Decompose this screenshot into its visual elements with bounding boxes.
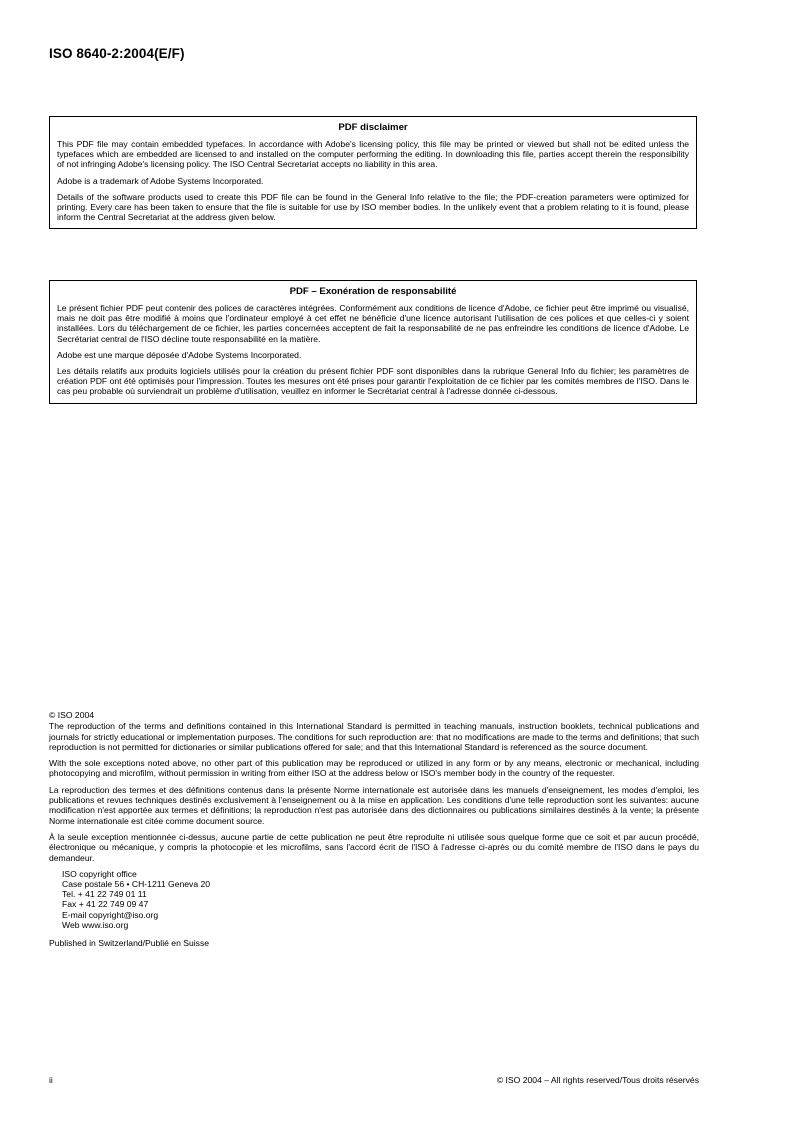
address-line: Web www.iso.org xyxy=(62,919,129,930)
published-in: Published in Switzerland/Publié en Suisse xyxy=(49,938,210,949)
address-line: Fax + 41 22 749 09 47 xyxy=(62,899,149,910)
page-number: ii xyxy=(49,1075,53,1085)
document-id: ISO 8640-2:2004(E/F) xyxy=(49,46,185,61)
disclaimer-paragraph: This PDF file may contain embedded typefaces. In accordance with Adobe's licensing policy, this file may be printed or viewed but shall not be edited unless the typefaces which are embedded are licensed to and installed on the computer performing the editing. In downloading this file, parties accept therein the responsibility of not infringing Adobe's licensing policy. The ISO Central Secretariat accepts no liability in this area. xyxy=(57,139,689,170)
copyright-paragraph: The reproduction of the terms and definitions contained in this International Standard is permitted in teaching manuals, instruction booklets, technical publications and journals for strictly educational or implementation purposes. The conditions for such reproduction are: that no modifications are made to the terms and definitions; that such reproduction is not permitted for dictionaries or similar publications offered for sale; and that this International Standard is referenced as the source document. xyxy=(49,721,699,752)
address-line: Tel. + 41 22 749 01 11 xyxy=(62,889,147,900)
disclaimer-fr-paragraph: Adobe est une marque déposée d'Adobe Systems Incorporated. xyxy=(57,349,302,360)
address-line: E-mail copyright@iso.org xyxy=(62,909,159,920)
disclaimer-fr-paragraph: Le présent fichier PDF peut contenir des polices de caractères intégrées. Conformément aux conditions de licence d'Adobe, ce fichier peut être imprimé ou visualisé, mais ne doit pas être modifié à moins que l'ordinateur employé à cet effet ne bénéficie d'une licence autorisant l'utilisation de ces polices et que celles-ci y soient installées. Lors du téléchargement de ce fichier, les parties concernées acceptent de fait la responsabilité de ne pas enfreindre les conditions de licence d'Adobe. Le Secrétariat central de l'ISO décline toute responsabilité en la matière. xyxy=(57,303,689,344)
iso-copyright-office-address xyxy=(62,869,699,930)
disclaimer-fr-paragraph: Les détails relatifs aux produits logiciels utilisés pour la création du présent fichier PDF sont disponibles dans la rubrique General Info du fichier; les paramètres de création PDF ont été optimisés pour l'impression. Toutes les mesures ont été prises pour garantir l'exploitation de ce fichier par les comités membres de l'ISO. Dans le cas peu probable où surviendrait un problème d'utilisation, veuillez en informer le Secrétariat central à l'adresse donnée ci-dessous. xyxy=(57,366,689,397)
copyright-paragraph: À la seule exception mentionnée ci-dessus, aucune partie de cette publication ne peut être reproduite ni utilisée sous quelque forme que ce soit et par aucun procédé, électronique ou mécanique, y compris la photocopie et les microfilms, sans l'accord écrit de l'ISO à l'adresse ci-après ou du comité membre de l'ISO dans le pays du demandeur. xyxy=(49,831,699,863)
address-line: Case postale 56 • CH-1211 Geneva 20 xyxy=(62,879,211,890)
rights-notice: © ISO 2004 – All rights reserved/Tous droits réservés xyxy=(496,1075,699,1085)
pdf-disclaimer-box xyxy=(49,116,697,229)
document-header xyxy=(49,46,185,61)
disclaimer-paragraph: Details of the software products used to create this PDF file can be found in the General Info relative to the file; the PDF-creation parameters were optimized for printing. Every care has been taken to ensure that the file is suitable for use by ISO member bodies. In the unlikely event that a problem relating to it is found, please inform the Central Secretariat at the address given below. xyxy=(57,191,689,223)
address-line: ISO copyright office xyxy=(62,868,137,879)
pdf-disclaimer-fr-box xyxy=(49,280,697,404)
copyright-line: © ISO 2004 xyxy=(49,710,95,720)
copyright-section xyxy=(49,710,699,954)
disclaimer-paragraph: Adobe is a trademark of Adobe Systems Incorporated. xyxy=(57,175,264,186)
pdf-disclaimer-fr-title: PDF – Exonération de responsabilité xyxy=(289,286,457,297)
copyright-paragraph: La reproduction des termes et des définitions contenus dans la présente Norme internationale est autorisée dans les manuels d'enseignement, les modes d'emploi, les publications et revues techniques destinés exclusivement à l'enseignement ou à la mise en application. Les conditions d'une telle reproduction sont les suivantes: aucune modification n'est apportée aux termes et définitions; la reproduction n'est pas autorisée dans des dictionnaires ou publications similaires destinés à la vente; la présente Norme internationale est citée comme document source. xyxy=(49,784,699,826)
pdf-disclaimer-title: PDF disclaimer xyxy=(338,122,408,133)
copyright-paragraph: With the sole exceptions noted above, no other part of this publication may be reproduced or utilized in any form or by any means, electronic or mechanical, including photocopying and microfilm, without permission in writing from either ISO at the address below or ISO's member body in the country of the requester. xyxy=(49,758,699,779)
